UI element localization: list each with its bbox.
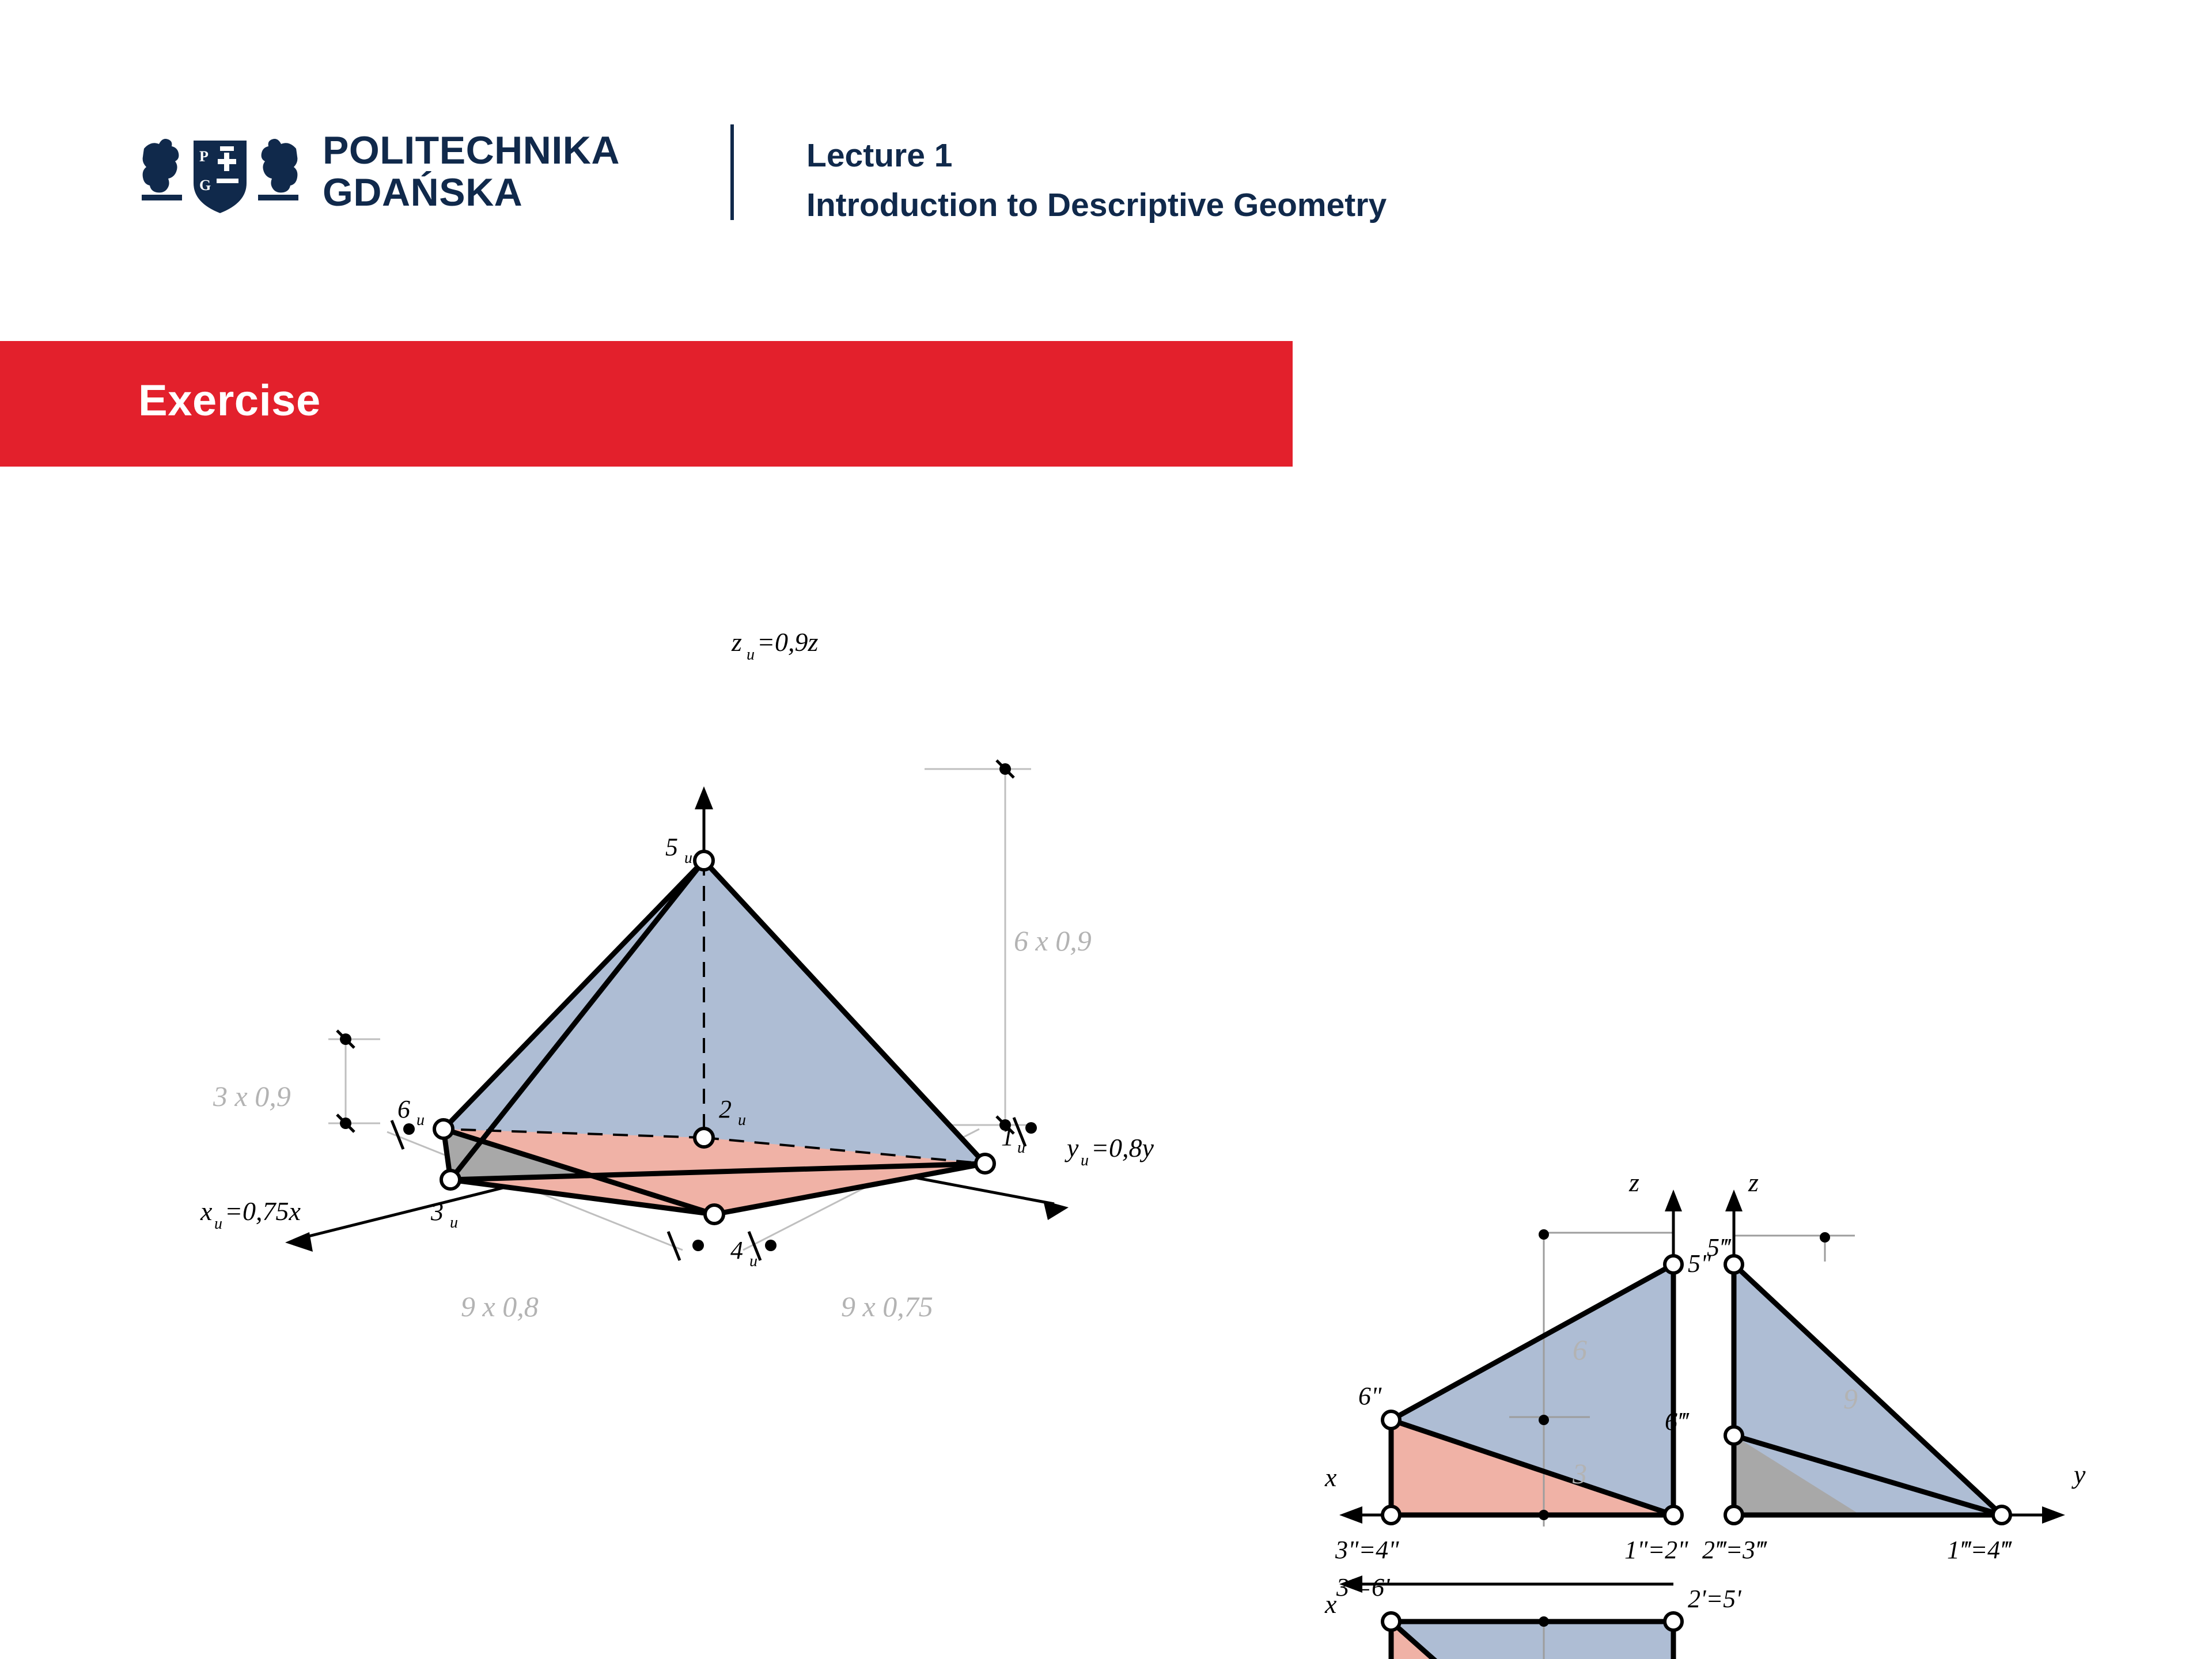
side-axis-z-label: z (1748, 1168, 1759, 1197)
university-name-line2: GDAŃSKA (323, 171, 523, 214)
axono-face-blue-right (450, 861, 985, 1180)
front-label-34: 3"=4" (1335, 1536, 1399, 1564)
axis-x-label: x (200, 1196, 213, 1226)
side-construction-lines (1734, 1236, 1855, 1262)
header-divider (730, 124, 734, 220)
front-face-number-6: 6 (1573, 1334, 1587, 1366)
axis-z-label: z (732, 627, 742, 657)
side-label-23: 2‴=3‴ (1702, 1536, 1766, 1564)
axono-label-5-sub: u (684, 849, 692, 867)
lecture-title: Introduction to Descriptive Geometry (806, 186, 1387, 224)
axis-y-label: y (1067, 1133, 1079, 1162)
crest-letter-p: P (199, 148, 209, 165)
axono-label-4-sub: u (749, 1252, 757, 1270)
front-axis-x-label: x (1325, 1463, 1337, 1492)
dim-left-label: 3 x 0,9 (213, 1080, 291, 1112)
top-face-blue (1391, 1622, 1673, 1659)
axis-z-eq: =0,9z (757, 627, 819, 657)
drawing-canvas (0, 495, 2212, 1659)
axono-label-2-sub: u (738, 1111, 746, 1129)
side-label-5: 5‴ (1707, 1233, 1730, 1262)
front-view (1324, 1168, 1711, 1564)
axono-label-4: 4 (730, 1236, 743, 1264)
lecture-heading (806, 131, 1387, 230)
axis-y-sub: u (1081, 1152, 1089, 1169)
pg-crest-icon (134, 126, 306, 218)
lecture-number: Lecture 1 (806, 137, 953, 174)
top-label-25: 2'=5' (1688, 1585, 1741, 1613)
axis-z-sub: u (747, 646, 755, 664)
axono-label-3: 3 (431, 1198, 444, 1226)
top-axis-x-label: x (1325, 1589, 1337, 1619)
orthographic-projections (1324, 1168, 2086, 1659)
page-header (0, 0, 2212, 311)
front-axis-z-label: z (1629, 1168, 1639, 1197)
front-face-number-3: 3 (1573, 1457, 1587, 1490)
top-view (1324, 1573, 1742, 1659)
dim-bottom-right-label: 9 x 0,75 (841, 1290, 933, 1323)
axis-x-sub: u (214, 1215, 222, 1233)
front-label-6: 6" (1358, 1382, 1382, 1410)
axis-x-eq: =0,75x (225, 1196, 301, 1226)
university-logo (134, 126, 620, 218)
side-label-14: 1‴=4‴ (1947, 1536, 2011, 1564)
axono-label-6-sub: u (416, 1111, 425, 1129)
front-label-12: 1"=2" (1624, 1536, 1688, 1564)
top-label-36: 3'=6' (1336, 1573, 1390, 1601)
side-view (1665, 1168, 2086, 1564)
axonometric-figure (200, 627, 1154, 1323)
university-name-line1: POLITECHNIKA (323, 128, 620, 172)
crest-letter-g: G (199, 177, 211, 194)
axono-label-1-sub: u (1017, 1139, 1025, 1157)
axono-label-3-sub: u (450, 1214, 458, 1232)
side-construction-dots (1820, 1232, 1830, 1243)
front-label-5: 5" (1688, 1249, 1711, 1278)
axono-label-5: 5 (665, 833, 678, 861)
axis-y-eq: =0,8y (1091, 1133, 1154, 1162)
side-label-6: 6‴ (1665, 1407, 1688, 1435)
university-name (323, 130, 620, 214)
exercise-banner-title: Exercise (138, 376, 321, 425)
side-axis-y-label: y (2074, 1460, 2086, 1489)
side-face-number-9: 9 (1843, 1382, 1858, 1415)
dim-bottom-left-label: 9 x 0,8 (461, 1290, 539, 1323)
dim-height-label: 6 x 0,9 (1014, 925, 1092, 957)
geometry-drawing (0, 495, 2212, 1659)
axono-label-2: 2 (719, 1095, 732, 1123)
axono-label-1: 1 (1001, 1123, 1014, 1151)
axono-label-6: 6 (397, 1095, 410, 1123)
